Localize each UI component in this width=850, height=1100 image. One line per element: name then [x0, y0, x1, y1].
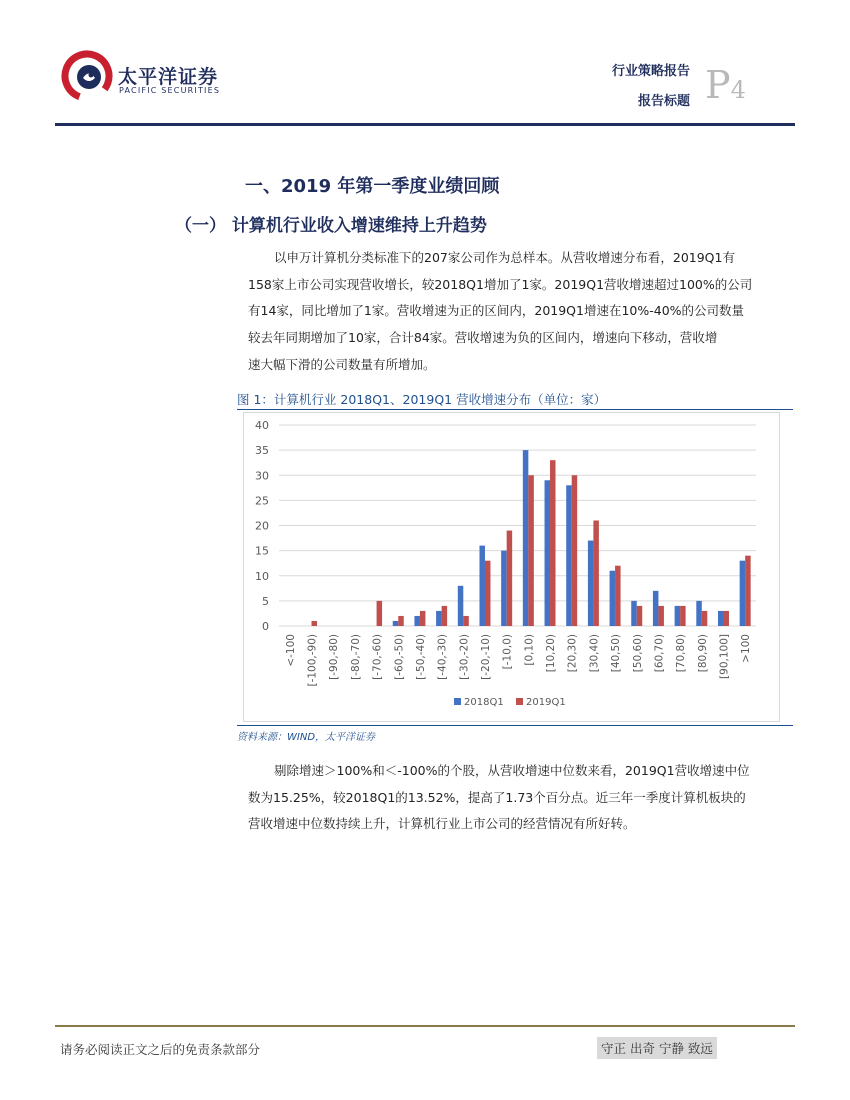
bar-2019Q1: [398, 616, 404, 626]
bar-2018Q1: [610, 571, 616, 626]
pacific-securities-logo-icon: [60, 48, 114, 102]
footer-disclaimer: 请务必阅读正文之后的免责条款部分: [60, 1042, 261, 1057]
paragraph-line: 较去年同期增加了10家，合计84家。营收增速为负的区间内，增速向下移动，营收增: [248, 330, 718, 346]
logo-chinese-name: 太平洋证券: [118, 66, 219, 88]
legend-swatch: [516, 698, 523, 705]
x-tick-label: [-10,0): [501, 634, 514, 670]
y-tick-label: 10: [255, 569, 269, 583]
x-tick-label: [80,90): [696, 634, 709, 673]
bar-2019Q1: [702, 611, 708, 626]
page-digit: 4: [730, 76, 746, 104]
y-tick-label: 40: [255, 419, 269, 432]
paragraph-line: 有14家，同比增加了1家。营收增速为正的区间内，2019Q1增速在10%-40%的公司数量: [248, 303, 745, 319]
bar-2018Q1: [588, 541, 594, 626]
x-tick-label: [20,30): [566, 634, 579, 673]
x-tick-label: [90,100]: [718, 634, 731, 679]
bar-2018Q1: [566, 485, 572, 626]
page-letter: P: [705, 63, 731, 107]
x-tick-label: [-30,-20): [458, 634, 471, 680]
bar-2018Q1: [675, 606, 681, 626]
x-tick-label: [-50,-40): [414, 634, 427, 680]
x-tick-label: >100: [740, 634, 753, 663]
paragraph-line: 速大幅下滑的公司数量有所增加。: [248, 356, 436, 372]
bar-2019Q1: [658, 606, 664, 626]
bar-2019Q1: [550, 460, 556, 626]
y-tick-label: 5: [262, 594, 269, 608]
x-tick-label: [-70,-60): [371, 634, 384, 680]
bar-2018Q1: [436, 611, 442, 626]
paragraph-2: [248, 758, 793, 838]
footer-rule: [55, 1025, 795, 1027]
legend-swatch: [454, 698, 461, 705]
x-tick-label: [-100,-90): [306, 634, 319, 687]
bar-2018Q1: [718, 611, 724, 626]
paragraph-line: 剔除增速＞100%和＜-100%的个股，从营收增速中位数来看，2019Q1营收增速中位: [274, 763, 750, 778]
bar-2019Q1: [507, 531, 512, 626]
bar-2019Q1: [745, 556, 751, 626]
figure-caption-rule: [237, 409, 793, 410]
source-rule: [237, 725, 793, 726]
subsection-heading: （一） 计算机行业收入增速维持上升趋势: [175, 216, 487, 236]
x-tick-label: [-40,-30): [436, 634, 449, 680]
bar-2019Q1: [377, 601, 383, 626]
bar-2019Q1: [615, 566, 621, 626]
y-tick-label: 30: [255, 469, 269, 483]
logo-english-name: PACIFIC SECURITIES: [119, 86, 221, 95]
bar-2018Q1: [740, 561, 746, 626]
x-tick-label: [10,20): [545, 634, 558, 673]
revenue-growth-distribution-chart: [244, 413, 779, 721]
paragraph-line: 数为15.25%，较2018Q1的13.52%，提高了1.73个百分点。近三年一季度计算机板块的: [248, 789, 746, 805]
paragraph-1: [248, 245, 793, 379]
y-tick-label: 15: [255, 544, 269, 558]
legend-label: 2018Q1: [464, 697, 504, 708]
bar-2018Q1: [631, 601, 637, 626]
header-rule: [55, 123, 795, 126]
report-title: 报告标题: [637, 94, 690, 109]
bar-2019Q1: [420, 611, 426, 626]
x-tick-label: [30,40): [588, 634, 601, 673]
bar-2019Q1: [442, 606, 448, 626]
bar-2019Q1: [593, 520, 599, 626]
bar-2018Q1: [458, 586, 464, 626]
y-tick-label: 0: [262, 620, 269, 633]
bar-2018Q1: [523, 450, 529, 626]
y-tick-label: 25: [255, 494, 269, 508]
bar-2018Q1: [414, 616, 420, 626]
bar-2019Q1: [680, 606, 686, 626]
x-tick-label: [70,80): [675, 634, 688, 673]
bar-2018Q1: [696, 601, 702, 626]
y-tick-label: 20: [255, 519, 269, 533]
x-tick-label: [-90,-80): [328, 634, 341, 680]
x-tick-label: [-20,-10): [479, 634, 492, 680]
bar-2018Q1: [393, 621, 399, 626]
x-tick-label: [0,10): [523, 634, 536, 666]
footer-motto: 守正 出奇 宁静 致远: [597, 1037, 717, 1059]
y-tick-label: 35: [255, 444, 269, 458]
x-tick-label: [40,50): [610, 634, 623, 673]
bar-2019Q1: [528, 475, 534, 626]
bar-2018Q1: [501, 551, 507, 626]
bar-2019Q1: [637, 606, 643, 626]
figure-source: 资料来源：WIND，太平洋证券: [237, 732, 376, 743]
paragraph-line: 158家上市公司实现营收增长，较2018Q1增加了1家。2019Q1营收增速超过100%的公司: [248, 276, 753, 292]
figure-caption: 图 1：计算机行业 2018Q1、2019Q1 营收增速分布（单位：家）: [237, 392, 607, 407]
report-type: 行业策略报告: [611, 64, 690, 79]
bar-2018Q1: [479, 546, 485, 626]
paragraph-line: 以申万计算机分类标准下的207家公司作为总样本。从营收增速分布看，2019Q1有: [274, 250, 735, 265]
bar-2019Q1: [463, 616, 469, 626]
x-tick-label: [-80,-70): [349, 634, 362, 680]
chart-frame: [243, 412, 780, 722]
x-tick-label: [50,60): [631, 634, 644, 673]
x-tick-label: [-60,-50): [393, 634, 406, 680]
bar-2018Q1: [545, 480, 551, 626]
bar-2019Q1: [485, 561, 491, 626]
paragraph-line: 营收增速中位数持续上升，计算机行业上市公司的经营情况有所好转。: [248, 816, 636, 832]
bar-2019Q1: [723, 611, 729, 626]
page-number: [705, 63, 746, 107]
x-tick-label: <-100: [284, 634, 297, 667]
bar-2019Q1: [312, 621, 318, 626]
bar-2018Q1: [653, 591, 659, 626]
x-tick-label: [60,70): [653, 634, 666, 673]
legend-label: 2019Q1: [526, 697, 566, 708]
section-heading: 一、2019 年第一季度业绩回顾: [245, 176, 500, 197]
bar-2019Q1: [572, 475, 578, 626]
